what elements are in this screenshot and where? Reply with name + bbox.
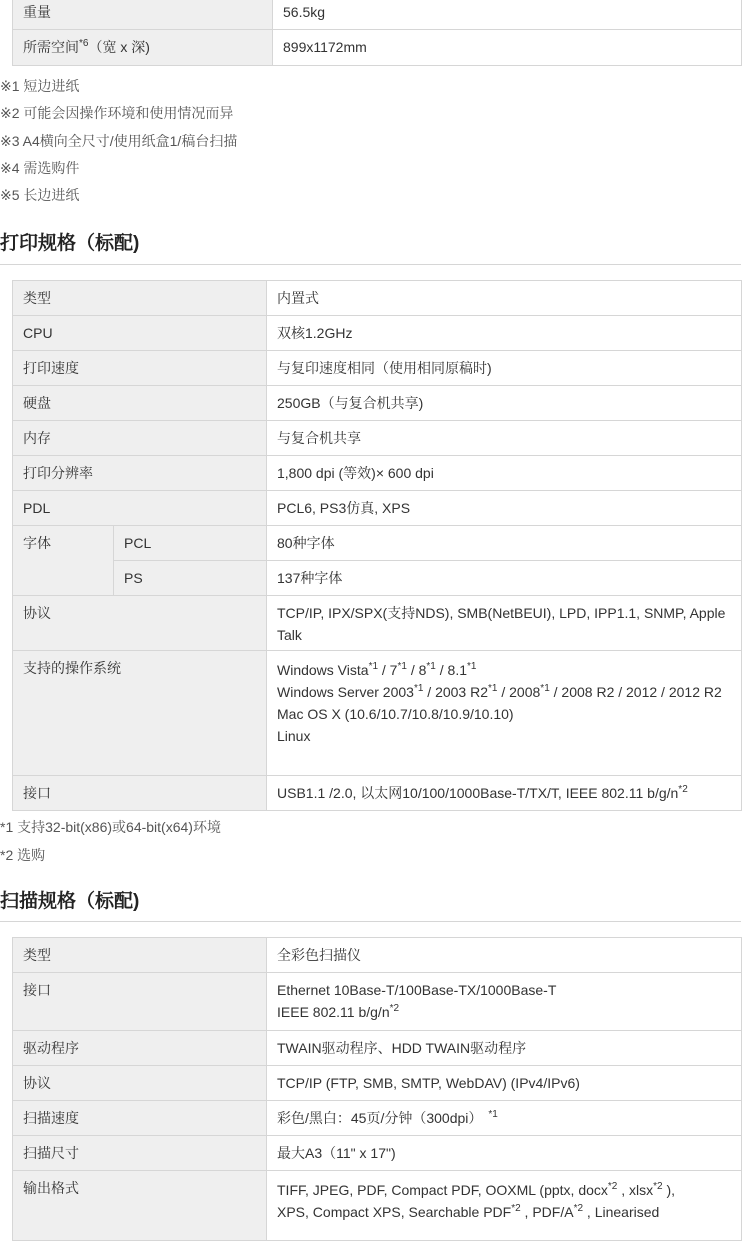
section-title: 打印规格（标配) — [0, 233, 140, 254]
spec-value: TCP/IP, IPX/SPX(支持NDS), SMB(NetBEUI), LPD, IPP1.1, SNMP, Apple Talk — [267, 596, 742, 651]
spec-key: 内存 — [13, 421, 267, 456]
table-row — [13, 386, 742, 421]
os-line: Linux — [277, 728, 311, 744]
spec-subkey: PCL — [114, 526, 267, 561]
spec-value: 80种字体 — [267, 526, 742, 561]
table-row — [13, 561, 742, 596]
footnote: ※2 可能会因操作环境和使用情况而异 — [0, 105, 234, 122]
spec-key: PDL — [13, 491, 267, 526]
footnote: *1 支持32-bit(x86)或64-bit(x64)环境 — [0, 819, 221, 835]
table-row — [13, 526, 742, 561]
spec-value: 双核1.2GHz — [267, 316, 742, 351]
spec-key: 硬盘 — [13, 386, 267, 421]
section-heading-scan — [0, 886, 741, 922]
spec-value: 137种字体 — [267, 561, 742, 596]
top-notes — [0, 73, 238, 209]
device-spec-table — [12, 0, 742, 66]
footnote: *2 选购 — [0, 847, 46, 863]
spec-value — [267, 973, 742, 1031]
table-row — [13, 651, 742, 776]
spec-value: 彩色/黑白：45页/分钟（300dpi） $^{*1}$ — [267, 1101, 742, 1136]
table-row — [13, 421, 742, 456]
spec-key: 字体 — [13, 526, 114, 596]
format-line: XPS, Compact XPS, Searchable PDF$^{*2}$ , PDF/$A^{*2}$ , Linearised — [277, 1203, 660, 1220]
spec-key: 类型 — [13, 938, 267, 973]
spec-value: 内置式 — [267, 281, 742, 316]
spec-key: 扫描尺寸 — [13, 1136, 267, 1171]
table-row — [13, 596, 742, 651]
spec-key: 输出格式 — [13, 1171, 267, 1241]
spec-key: CPU — [13, 316, 267, 351]
spec-value: 56.5kg — [273, 0, 742, 30]
spec-key: 驱动程序 — [13, 1031, 267, 1066]
table-row — [13, 1066, 742, 1101]
table-row — [13, 456, 742, 491]
spec-key: 打印速度 — [13, 351, 267, 386]
table-row — [13, 351, 742, 386]
spec-value: PCL6, PS3仿真, XPS — [267, 491, 742, 526]
table-row — [13, 316, 742, 351]
spec-key: 打印分辨率 — [13, 456, 267, 491]
section-heading-print — [0, 228, 741, 265]
table-row — [13, 938, 742, 973]
table-row — [13, 1136, 742, 1171]
table-row — [13, 491, 742, 526]
spec-value: 最大A3（11" x 17") — [267, 1136, 742, 1171]
spec-key: 协议 — [13, 1066, 267, 1101]
print-notes — [0, 813, 221, 869]
spec-value: 与复印速度相同（使用相同原稿时) — [267, 351, 742, 386]
spec-key: 扫描速度 — [13, 1101, 267, 1136]
spec-value: TCP/IP (FTP, SMB, SMTP, WebDAV) (IPv4/IPv6) — [267, 1066, 742, 1101]
section-title: 扫描规格（标配) — [0, 891, 140, 912]
table-row — [13, 30, 742, 66]
table-row — [13, 281, 742, 316]
os-line: Windows Server 2003$^{*1}$ / 2003 R2$^{*1}$ / 2008$^{*1}$ / 2008 R2 / 2012 / 2012 R2 — [277, 683, 722, 700]
scan-spec-table — [12, 937, 742, 1241]
spec-key: 支持的操作系统 — [13, 651, 267, 776]
interface-line: Ethernet 10Base-T/100Base-TX/1000Base-T — [277, 982, 557, 998]
spec-value: 与复合机共享 — [267, 421, 742, 456]
spec-key: 所需空间$^{*6}$（宽 x 深) — [13, 30, 273, 66]
spec-subkey: PS — [114, 561, 267, 596]
os-line: Windows Vista$^{*1}$ / 7$^{*1}$ / 8$^{*1}$ / 8.1$^{*1}$ — [277, 661, 477, 678]
table-row — [13, 0, 742, 30]
os-line: Mac OS X (10.6/10.7/10.8/10.9/10.10) — [277, 706, 514, 722]
footnote: ※1 短边进纸 — [0, 78, 80, 94]
spec-key: 类型 — [13, 281, 267, 316]
spec-value: 全彩色扫描仪 — [267, 938, 742, 973]
spec-value — [267, 651, 742, 776]
table-row — [13, 1171, 742, 1241]
spec-key: 接口 — [13, 776, 267, 811]
spec-key: 重量 — [13, 0, 273, 30]
format-line: TIFF, JPEG, PDF, Compact PDF, OOXML (pptx, docx$^{*2}$ , xlsx$^{*2}$ ), — [277, 1181, 676, 1198]
footnote: ※4 需选购件 — [0, 159, 80, 176]
spec-value: 250GB（与复合机共享) — [267, 386, 742, 421]
table-row — [13, 1101, 742, 1136]
spec-value: TWAIN驱动程序、HDD TWAIN驱动程序 — [267, 1031, 742, 1066]
spec-value: 1,800 dpi (等效)× 600 dpi — [267, 456, 742, 491]
footnote: ※3 A4横向全尺寸/使用纸盒1/稿台扫描 — [0, 132, 238, 149]
spec-key: 接口 — [13, 973, 267, 1031]
spec-value: 899x1172mm — [273, 30, 742, 66]
table-row — [13, 1031, 742, 1066]
spec-value — [267, 1171, 742, 1241]
print-spec-table — [12, 280, 742, 811]
interface-line: IEEE 802.11 $b/g/n^{*2}$ — [277, 1003, 400, 1020]
footnote: ※5 长边进纸 — [0, 187, 80, 204]
table-row — [13, 973, 742, 1031]
table-row — [13, 776, 742, 811]
spec-key: 协议 — [13, 596, 267, 651]
spec-value: USB1.1 /2.0, 以太网10/100/1000Base-T/TX/T, IEEE 802.11 $b/g/n^{*2}$ — [267, 776, 742, 811]
